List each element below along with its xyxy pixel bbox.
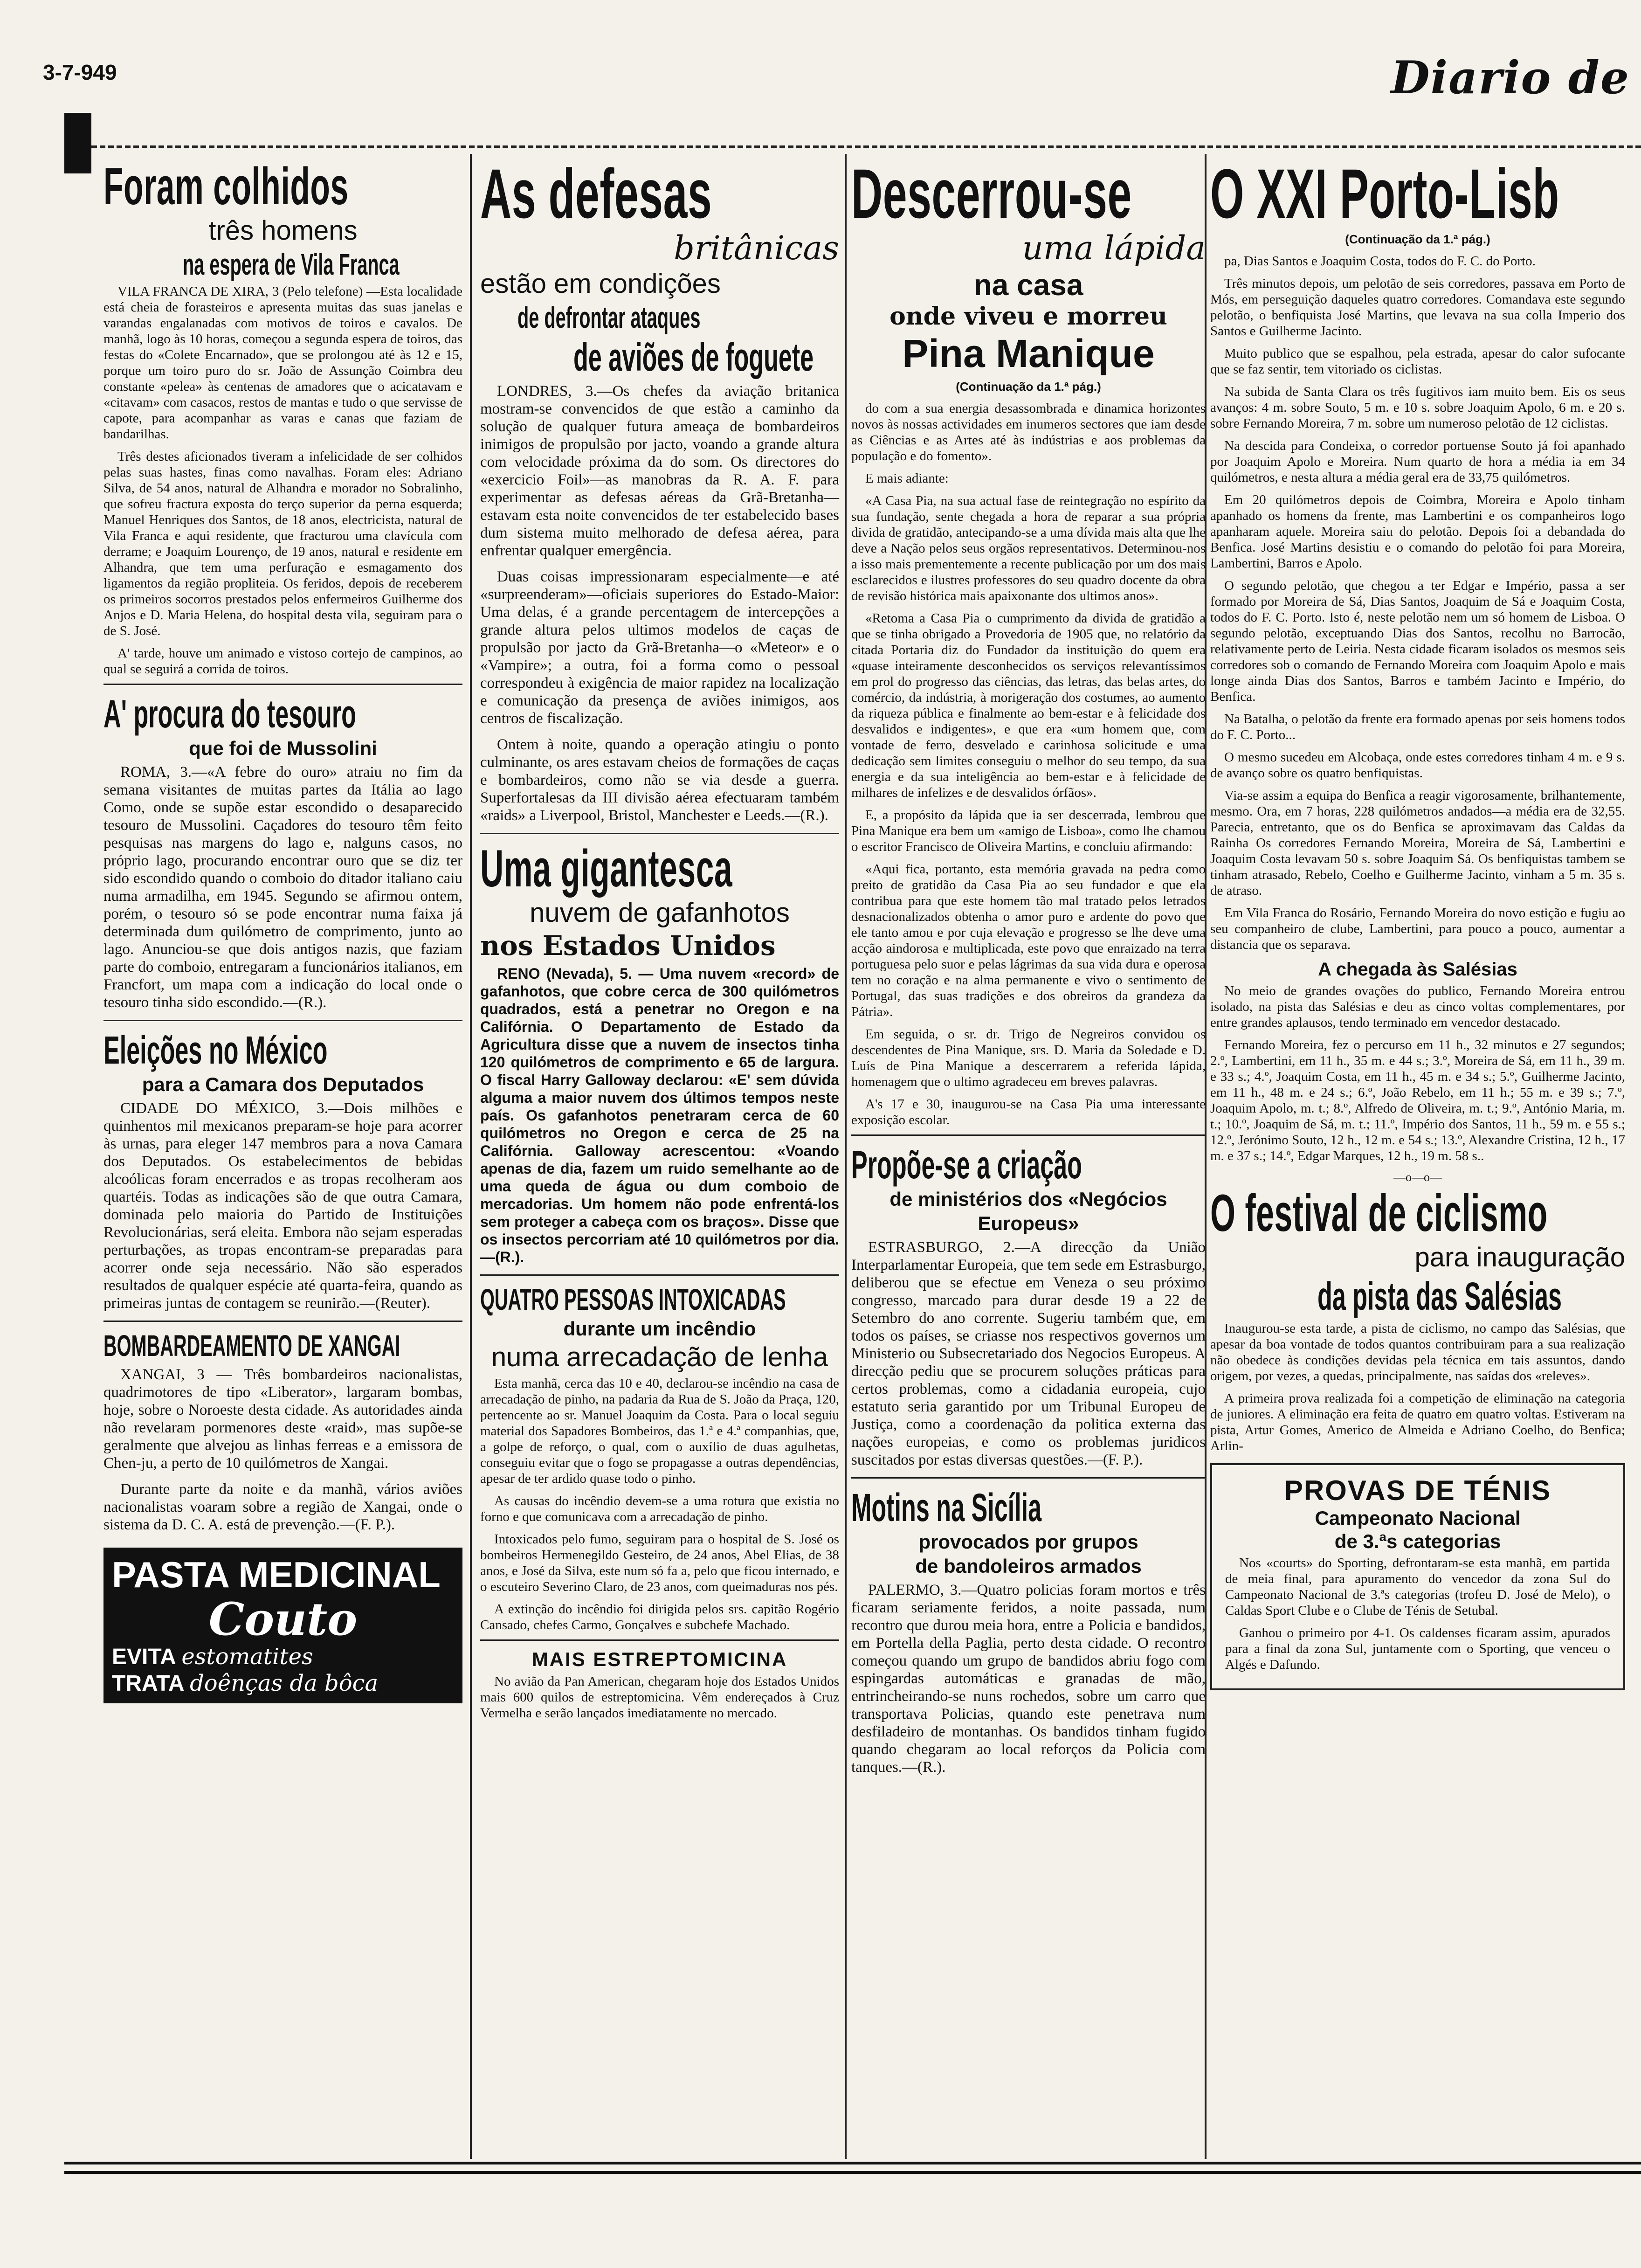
headline: As defesas <box>480 154 712 233</box>
ad-word: TRATA <box>112 1671 184 1696</box>
ad-line <box>112 1670 454 1697</box>
paragraph: Três destes aficionados tiveram a infelicidade de ser colhidos pelas suas hastes, finas como navalhas. Foram eles: Adriano Silva, de 54 anos, natural de Alhandra e morador no Sobralinho, que sofreu fractura exposta do terço superior da perna esquerda; Manuel Henriques dos Santos, de 18 anos, electricista, natural de Vila Franca e aqui residente, que fracturou uma clavícula com derrame; e Joaquim Lourenço, de 19 anos, natural e residente em Alhandra, que tem uma perfuração e esmagamento dos ligamentos da região propliteia. Os feridos, depois de receberem os primeiros socorros prestados pelos enfermeiros Guilherme dos Anjos e D. Maria Helena, do hospital desta vila, seguiram para o de S. José. <box>103 449 462 638</box>
paragraph: As causas do incêndio devem-se a uma rotura que existia no forno e que comunicava com a arrecadação de pinho. <box>480 1494 839 1524</box>
subhead: durante um incêndio <box>563 1318 756 1340</box>
paragraph: «Retoma a Casa Pia o cumprimento da divida de gratidão a que se tinha obrigado a Provedoria de 1905 que, no relatório da citada Portaria diz do Fundador da instituição do quem era «quase inteiramente desconhecidos os serviços relevantíssimos em prol do progresso das ciências, das letras, das belas artes, do comércio, da indústria, à morigeração dos costumes, ao aumento da riqueza pública e finalmente ao bem-estar e à felicidade dos desvalidos e indigentes», e que era «um homem que, com vontade de ferro, desvelado e carinhosa solicitude e uma dedicação sem limites conseguiu o melhor do seu tempo, da sua energia e da sua inteligência ao bem-estar e à felicidade de milhares de infelizes e de desvalidos órfãos». <box>851 611 1206 800</box>
paragraph: VILA FRANCA DE XIRA, 3 (Pelo telefone) —Esta localidade está cheia de forasteiros e apresenta muitas das suas janelas e varandas engalanadas com motivos de toiros e cavalos. De manhã, logo às 10 horas, começou a segunda espera de toiros, das festas do «Colete Encarnado», que se prolongou até às 12 e 15, porque um toiro puro do sr. João de Assunção Coimbra deu constante «pelea» às centenas de amadores que o acicatavam e «citavam» com casacos, restos de mantas e tudo o que servisse de capote, para acompanhar as varas e canas que faziam de bandarilhas. <box>103 284 462 442</box>
ad-word: doênças da bôca <box>190 1670 379 1696</box>
paragraph: Em seguida, o sr. dr. Trigo de Negreiros convidou os descendentes de Pina Manique, srs. D. Maria da Soledade e D. Luís de Pina Manique a descerrarem a referida lápida, homenagem que o ultimo agradeceu em breves palavras. <box>851 1027 1206 1089</box>
paragraph: Nos «courts» do Sporting, defrontaram-se esta manhã, em partida de meia final, para apuramento do vencedor da zona Sul do Campeonato Nacional de 3.ªs categorias (trofeu D. José de Melo), o Caldas Sport Clube e o Clube de Ténis de Setubal. <box>1225 1556 1610 1618</box>
paragraph: Na subida de Santa Clara os três fugitivos iam muito bem. Eis os seus avanços: 4 m. sobre Souto, 5 m. e 10 s. sobre Joaquim Apolo, 6 m. e 20 s. sobre Fernando Moreira, 7 m. sobre um numeroso pelotão de 12 ciclistas. <box>1210 384 1625 431</box>
article-gafanhotos <box>480 841 839 1266</box>
subhead: Campeonato Nacional <box>1315 1507 1521 1529</box>
paragraph: CIDADE DO MÉXICO, 3.—Dois milhões e quinhentos mil mexicanos preparam-se hoje para acorrer às urnas, para eleger 147 membros para a nova Camara dos Deputados. Os estabelecimentos de bebidas alcoólicas foram encerrados e as tropas recolheram aos quartéis. Todas as indicações são de que outra Camara, dominada pelo maioria do Partido de Instituições Revolucionárias, será eleita. Embora não sejam esperadas perturbações, as tropas encontram-se preparadas para acorrer onde seja necessário. Não são esperados resultados de qualquer espécie até quarta-feira, quando as primeiras juntas de contagem se reunirão.—(Reuter). <box>103 1100 462 1312</box>
column-3 <box>851 154 1206 1784</box>
divider <box>851 1477 1206 1479</box>
paragraph: O segundo pelotão, que chegou a ter Edgar e Império, passa a ser formado por Moreira de Sá, Dias Santos, Joaquim de Sá e Joaquim Costa, todos do F. C. Porto. Isto é, neste pelotão nem um só homem de Lisboa. O segundo pelotão, exceptuando Dias dos Santos, recolhu no Barrocão, relativamente perto de Leiria. Nesta cidade ficaram isolados os mesmos seis corredores sob o comando de Fernando Moreira com Joaquim Apolo e mais longe ainda Dias dos Santos, Barros e também Jacinto e Império, do Benfica. <box>1210 578 1625 704</box>
subhead: para a Camara dos Deputados <box>142 1073 424 1095</box>
subhead: que foi de Mussolini <box>189 737 377 759</box>
subhead: na casa <box>973 268 1083 302</box>
headline: Foram colhidos <box>103 157 349 215</box>
paragraph: A' tarde, houve um animado e vistoso cortejo de campinos, ao qual se seguirá a corrida de toiros. <box>103 646 462 677</box>
paragraph: RENO (Nevada), 5. — Uma nuvem «record» de gafanhotos, que cobre cerca de 300 quilómetros quadrados, está a penetrar no Oregon e na Califórnia. O Departamento de Estado da Agricultura disse que a nuvem de insectos tinha 120 quilómetros de comprimento e 65 de largura. O fiscal Harry Galloway declarou: «E' sem dúvida alguma a maior nuvem dos últimos tempos neste país. Os gafanhotos penetraram cerca de 60 quilómetros no Oregon e cerca de 25 na Califórnia. Galloway acrescentou: «Voando apenas de dia, fazem um ruido semelhante ao de uma queda de água ou dum comboio de mercadorias. Um homem não pode enfrentá-los sem proteger a cabeça com os braços». Disse que os insectos percorriam até 10 quilómetros por dia.—(R.). <box>480 965 839 1265</box>
paragraph: A extinção do incêndio foi dirigida pelos srs. capitão Rogério Cansado, chefes Carmo, Gonçalves e subchefe Machado. <box>480 1602 839 1632</box>
headline: Propõe-se a criação <box>851 1143 1082 1187</box>
subhead: estão em condições <box>480 269 721 299</box>
paragraph: Duas coisas impressionaram especialmente—e até «surpreenderam»—oficiais superiores do Estado-Maior: Uma delas, é a grande percentagem de intercepções a grande altura pelos ultimos modelos de caças de propulsão por jacto da Grã-Bretanha—o «Meteor» e o «Vampire»; a outra, foi a forma como o pessoal correspondeu à exigência de maior rapidez na localização e comunicação da presença de aviões inimigos, aos centros de fiscalização. <box>480 568 839 727</box>
subhead: da pista das Salésias <box>1317 1274 1562 1318</box>
divider <box>480 1639 839 1641</box>
bottom-rule <box>64 2162 1641 2174</box>
paragraph: ROMA, 3.—«A febre do ouro» atraiu no fim da semana visitantes de muitas partes da Itália ao lago Como, onde se supõe estar escondido o desaparecido tesouro de Mussolini. Caçadores do tesouro têm feito pesquisas nas margens do lago e, nalguns casos, no próprio lago, procurando encontrar ouro que se diz ter sido escondido quando o comboio do ditador italiano caiu numa armadilha, em 1945. Segundo se afirmou ontem, porém, o tesouro só se pode encontrar numa faixa já determinada dum quilómetro de comprimento, junto ao lago. Anunciou-se que dois antigos nazis, que faziam parte do comboio, entregaram a funcionários italianos, em Francfort, um mapa com a indicação do local onde o tesouro tinha sido escondido.—(R.). <box>103 764 462 1011</box>
paragraph: Três minutos depois, um pelotão de seis corredores, passava em Porto de Mós, em perseguição daqueles quatro corredores. Comandava este segundo pelotão, o benfiquista José Martins, que levava na sua colla Imperio dos Santos e Guilherme Jacinto. <box>1210 276 1625 339</box>
paragraph: E, a propósito da lápida que ia ser descerrada, lembrou que Pina Manique era bem um «amigo de Lisboa», como lhe chamou o escritor Francisco de Oliveira Martins, e concluiu afirmando: <box>851 808 1206 854</box>
divider <box>103 684 462 685</box>
subhead: nos Estados Unidos <box>480 930 776 961</box>
advertisement-pasta-couto <box>103 1548 462 1703</box>
subhead: britânicas <box>674 229 839 267</box>
paragraph: No meio de grandes ovações do publico, Fernando Moreira entrou isolado, na pista das Salésias e deu as cinco voltas complementares, por entre grandes aplausos, tendo terminado em vencedor destacado. <box>1210 983 1625 1030</box>
paragraph: E mais adiante: <box>865 471 949 486</box>
article-vila-franca <box>103 159 462 677</box>
paragraph: A's 17 e 30, inaugurou-se na Casa Pia uma interessante exposição escolar. <box>851 1097 1206 1127</box>
headline: BOMBARDEAMENTO DE XANGAI <box>103 1329 400 1362</box>
continuation-note: (Continuação da 1.ª pág.) <box>1345 232 1490 246</box>
paragraph: O mesmo sucedeu em Alcobaça, onde estes corredores tinham 4 m. e 9 s. de avanço sobre os quatro benfiquistas. <box>1210 750 1625 781</box>
article-pina-manique <box>851 154 1206 1128</box>
article-mexico <box>103 1028 462 1312</box>
headline: Descerrou-se <box>851 154 1132 233</box>
divider <box>851 1134 1206 1136</box>
headline: Uma gigantesca <box>480 839 733 898</box>
ad-brand: Couto <box>208 1593 358 1646</box>
paragraph: A primeira prova realizada foi a competição de eliminação na categoria de juniores. A eliminação era feita de quatro em quatro voltas. Estiveram na pista, Artur Gomes, Americo de Almeida e Adriano Coelho, do Benfica; Arlin- <box>1210 1391 1625 1453</box>
article-festival-ciclismo <box>1210 1185 1625 1454</box>
paragraph: Em Vila Franca do Rosário, Fernando Moreira do novo estição e fugiu ao seu companheiro de clube, Lambertini, para pouco a pouco, aumentar a distancia que os separava. <box>1210 906 1625 952</box>
subhead: nuvem de gafanhotos <box>530 898 790 928</box>
paragraph: Ganhou o primeiro por 4-1. Os caldenses ficaram assim, apurados para a final da zona Sul, juntamente com o Sporting, que venceu o Algés e Dafundo. <box>1225 1625 1610 1672</box>
subhead: de 3.ªs categorias <box>1334 1530 1501 1552</box>
paragraph: ESTRASBURGO, 2.—A direcção da União Interparlamentar Europeia, que tem sede em Estrasburgo, deliberou que se efectue em Veneza o seu próximo congresso, marcado para durar desde 19 a 22 de Setembro do ano corrente. Sugeriu também que, em todos os países, se criasse nos respectivos governos um Ministerio ou Subsecretariado dos Negocios Europeus. A direcção pediu que se procurem soluções práticas para certos problemas, como a cidadania europeia, cujo estatuto seria garantido por um Tribunal Europeu de Justiça, como a coordenação da politica externa das nações europeias, e como os problemas juridicos suscitados por estas diversas questões.—(F. P.). <box>851 1239 1206 1468</box>
subhead: de bandoleiros armados <box>915 1555 1142 1577</box>
article-xangai <box>103 1328 462 1534</box>
subhead: uma lápida <box>1022 229 1206 267</box>
divider <box>480 833 839 834</box>
column-1 <box>103 159 462 1703</box>
subhead: para inauguração <box>1414 1242 1625 1272</box>
masthead: Diario de <box>1391 51 1630 104</box>
subhead: Pina Manique <box>902 332 1155 375</box>
paragraph: Esta manhã, cerca das 10 e 40, declarou-se incêndio na casa de arrecadação de pinho, na padaria da Rua de S. João da Praça, 120, pertencente ao sr. Manuel Joaquim da Costa. Para o local seguiu material dos Sapadores Bombeiros, das 1.ª e 4.ª companhias, que, a golpe de reforço, o qual, com o auxílio de duas agulhetas, conseguiu evitar que o fogo se propagasse a outras dependências, apesar de ter ardido quase todo o pinho. <box>480 1376 839 1486</box>
separator: —o—o— <box>1393 1170 1442 1184</box>
headline: QUATRO PESSOAS INTOXICADAS <box>480 1283 786 1316</box>
paragraph: Fernando Moreira, fez o percurso em 11 h., 32 minutos e 27 segundos; 2.º, Lambertini, em 11 h., 35 m. e 44 s.; 3.º, Moreira de Sá, em 11 h., 39 m. e 33 s.; 4.º, Joaquim Costa, em 11 h., 45 m. e 34 s.; 5.º, Guilherme Jacinto, em 11 h., 48 m. e 24 s.; 6.º, João Rebelo, em 11 h.; 55 m. e 39 s.; 7.º, Joaquim Apolo, m. t.; 8.º, Alfredo de Oliveira, m. t.; 9.º, António Maria, m. t.; 10.º, Joaquim de Sá, m. t.; 11.º, Império dos Santos, 11 h., 59 m. e 55 s.; 12.º, Jerónimo Souto, 12 h., 12 m. e 54 s.; 13.º, Alexandre Cristina, 12 h., 17 m. e 37 s.; 14.º, Edgar Marques, 12 h., 19 m. 58 s.. <box>1210 1037 1625 1163</box>
subhead: de defrontar ataques <box>517 301 701 334</box>
subhead: na espera de Vila Franca <box>183 248 400 281</box>
article-tesouro <box>103 691 462 1011</box>
subhead: numa arrecadação de lenha <box>491 1342 828 1372</box>
article-sicilia <box>851 1485 1206 1776</box>
paragraph: Ontem à noite, quando a operação atingiu o ponto culminante, os ares estavam cheios de formações de caças e bombardeiros, como não se via desde a guerra. Superfortalesas da III divisão aérea efectuaram também «raids» a Liverpool, Bristol, Manchester e Leeds.—(R.). <box>480 736 839 824</box>
top-rule <box>91 145 1641 148</box>
paragraph: «A Casa Pia, na sua actual fase de reintegração no espírito da sua fundação, sente chegada a hora de reparar a sua própria divida de gratidão, antecipando-se a uma dívida mais alta que lhe deve a Nação pelos seus orgãos representativos. Determinou-nos a isso mais prementemente a recente publicação por um dos mais esclarecidos e ilustres professores do seu quadro docente da obra de revisão histórica mais apaixonante dos ultimos anos». <box>851 493 1206 603</box>
subhead: de ministérios dos «Negócios Europeus» <box>889 1188 1167 1234</box>
subhead: provocados por grupos <box>918 1531 1138 1553</box>
ad-word: estomatites <box>181 1644 313 1670</box>
article-incendio <box>480 1282 839 1633</box>
paragraph: Durante parte da noite e da manhã, vários aviões nacionalistas voaram sobre a região de Xangai, onde o sistema da D. C. A. está de prevenção.—(F. P.). <box>103 1481 462 1533</box>
headline: O festival de ciclismo <box>1210 1184 1548 1242</box>
paragraph: Muito publico que se espalhou, pela estrada, apesar do calor sufocante que se faz sentir, tem vitoriado os ciclistas. <box>1210 346 1625 377</box>
divider <box>103 1321 462 1322</box>
article-porto-lisboa <box>1210 154 1625 1184</box>
article-tenis <box>1210 1463 1625 1690</box>
continuation-note: (Continuação da 1.ª pág.) <box>956 380 1101 394</box>
article-estreptomicina <box>480 1647 839 1721</box>
article-defesas <box>480 154 839 824</box>
headline: PROVAS DE TÉNIS <box>1284 1475 1551 1506</box>
headline: A' procura do tesouro <box>103 692 356 736</box>
paragraph: XANGAI, 3 — Três bombardeiros nacionalistas, quadrimotores de tipo «Liberator», largaram bombas, hoje, sobre o Noroeste desta cidade. As autoridades ainda não revelaram pormenores deste «raid», mas supõe-se geralmente que alvejou as linhas ferreas e a emissora de Chen-ju, a perto de 10 quilómetros de Xangai. <box>103 1366 462 1472</box>
ad-line: PASTA MEDICINAL <box>112 1554 441 1595</box>
paragraph: «Aqui fica, portanto, esta memória gravada na pedra como preito de gratidão da Casa Pia ao seu fundador e que ela contribua para que este homem tão mal tratado pelos letrados desnacionalizados obtenha o amor puro e ardente do povo que ele tanto amou e por cuja elevação e progresso se lhe deve uma acção aindorosa e multiplicada, este povo que enraizado na terra portuguesa pelo suor e pelas lágrimas da sua vida dura e operosa tem no coração e na alma permanente e vivo o sentimento de Portugal, das suas tradições e dos obreiros da grandeza da Pátria». <box>851 862 1206 1019</box>
paragraph: Em 20 quilómetros depois de Coimbra, Moreira e Apolo tinham apanhado os homens da frente, mas Lambertini e os companheiros logo apanharam aquele. Moreira saiu do pelotão. Depois foi a debandada do Benfica. José Martins desistiu e o comando do pelotão foi para Moreira, Lambertini, Barros e Apolo. <box>1210 492 1625 571</box>
paragraph: pa, Dias Santos e Joaquim Costa, todos do F. C. do Porto. <box>1224 254 1536 269</box>
section-heading: A chegada às Salésias <box>1318 959 1517 980</box>
paragraph: LONDRES, 3.—Os chefes da aviação britanica mostram-se convencidos de que estão a caminho da solução de qualquer futura ameaça de bombardeiros inimigos de propulsão por jacto, voando a grande altura com velocidade próxima da do som. Os directores do «exercicio Foil»—as manobras da R. A. F. para experimentar as defesas aéreas da Grã-Bretanha—estavam esta noite convencidos de ter estabelecido bases dum sistema muito melhorado de defesa aérea, para enfrentar qualquer emergência. <box>480 383 839 559</box>
paragraph: Na Batalha, o pelotão da frente era formado apenas por seis homens todos do F. C. Porto... <box>1210 712 1625 742</box>
paragraph: Via-se assim a equipa do Benfica a reagir vigorosamente, brilhantemente, mesmo. Ora, em 7 horas, 228 quilómetros andados—a média era de 32,55. Parecia, entretanto, que os do Benfica se aproximavam das Caldas da Rainha Os corredores Fernando Moreira, Moreira de Sá, Lambertini e Joaquim Costa levavam 50 s. sobre Joaquim Sá. Os benfiquistas tambem se tinham atrasado, Rebelo, Coelho e Guilherme Jacinto, vinham a 5 m. 35 s. de atraso. <box>1210 788 1625 898</box>
article-negocios-europeus <box>851 1142 1206 1469</box>
subhead: três homens <box>208 215 358 246</box>
column-rule <box>470 154 472 2159</box>
subhead: onde viveu e morreu <box>889 302 1167 331</box>
issue-date: 3-7-949 <box>43 60 117 84</box>
divider <box>480 1274 839 1276</box>
divider <box>103 1020 462 1021</box>
paragraph: do com a sua energia desassombrada e dinamica horizontes novos às nossas actividades em inumeros sectores que iam desde as Ciências e as Artes até às indústrias e aos problemas da população e do fomento». <box>851 401 1206 463</box>
headline: Motins na Sicília <box>851 1486 1042 1529</box>
corner-block <box>64 113 91 173</box>
ad-line <box>112 1644 454 1670</box>
paragraph: No avião da Pan American, chegaram hoje dos Estados Unidos mais 600 quilos de estreptomicina. Vêm endereçados à Cruz Vermelha e serão lançados imediatamente no mercado. <box>480 1674 839 1721</box>
ad-word: EVITA <box>112 1645 176 1669</box>
column-4 <box>1210 154 1625 1690</box>
subhead: de aviões de foguete <box>573 335 814 379</box>
column-rule <box>845 154 847 2159</box>
column-2 <box>480 154 839 1728</box>
headline: Eleições no México <box>103 1028 328 1072</box>
paragraph: Inaugurou-se esta tarde, a pista de ciclismo, no campo das Salésias, que apesar da boa vontade de todos quantos contribuiram para a sua realização não obedece às condições devidas pela técnica em tais assuntos, dando origem, por vezes, a quedas, principalmente, nas saídas dos «releves». <box>1210 1321 1625 1383</box>
paragraph: PALERMO, 3.—Quatro policias foram mortos e três ficaram seriamente feridos, a noite passada, num recontro que durou meia hora, entre a Policia e bandidos, em Portella della Paglia, perto desta cidade. O recontro começou quando um grupo de bandidos abriu fogo com espingardas automáticas e granadas de mão, entrincheirando-se nuns rochedos, sobre um carro que transportava Policias, quando este penetrava num desfiladeiro de montanhas. Os bandidos tinham fugido quando chegaram ao local reforços da Policia com tanques.—(R.). <box>851 1582 1206 1776</box>
paragraph: Intoxicados pelo fumo, seguiram para o hospital de S. José os bombeiros Hermenegildo Gesteiro, de 24 anos, Abel Elias, de 38 anos, e José da Silva, este num só fa a, pelo que ficou internado, e o escuteiro Severino Claro, de 23 anos, com queimaduras nos pés. <box>480 1532 839 1594</box>
paragraph: Na descida para Condeixa, o corredor portuense Souto já foi apanhado por Joaquim Apolo e Moreira. Num quarto de hora a média ia em 34 quilómetros, e nesta altura a média geral era de 33,75 quilómetros. <box>1210 438 1625 485</box>
headline: O XXI Porto-Lisb <box>1210 154 1559 233</box>
headline: MAIS ESTREPTOMICINA <box>531 1648 788 1670</box>
